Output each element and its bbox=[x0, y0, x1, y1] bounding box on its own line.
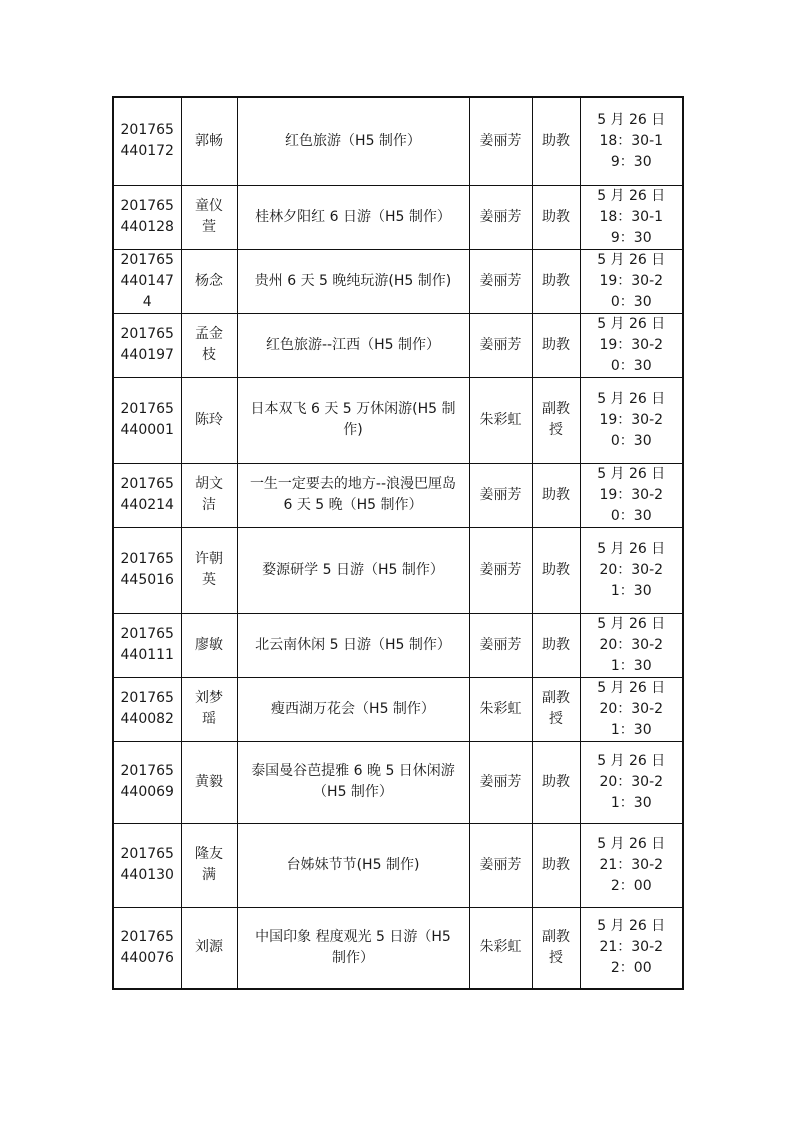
teacher-title-text: 助教 bbox=[542, 636, 570, 653]
student-name-text: 许朝英 bbox=[195, 551, 223, 588]
teacher-text: 姜丽芳 bbox=[479, 636, 522, 653]
student-id-text: 201765440172 bbox=[120, 122, 174, 160]
student-name-text: 郭畅 bbox=[195, 132, 223, 149]
schedule-body bbox=[113, 97, 683, 989]
student-id-text: 2017654401474 bbox=[120, 251, 174, 310]
time-slot-text: 5 月 26 日 19：30-20：30 bbox=[597, 315, 666, 374]
table-row bbox=[113, 527, 683, 613]
teacher-cell bbox=[469, 249, 532, 313]
student-name-cell bbox=[181, 463, 237, 527]
teacher-title-cell bbox=[532, 613, 580, 677]
student-id-cell bbox=[113, 97, 181, 185]
teacher-title-cell bbox=[532, 677, 580, 741]
teacher-cell bbox=[469, 527, 532, 613]
student-name-text: 廖敏 bbox=[195, 636, 223, 653]
student-name-cell bbox=[181, 185, 237, 249]
time-slot-text: 5 月 26 日 21：30-22：00 bbox=[597, 918, 666, 977]
time-slot-text: 5 月 26 日 19：30-20：30 bbox=[597, 390, 666, 449]
time-slot-cell bbox=[580, 313, 683, 377]
student-id-cell bbox=[113, 249, 181, 313]
student-name-cell bbox=[181, 97, 237, 185]
student-id-cell bbox=[113, 741, 181, 823]
time-slot-text: 5 月 26 日 19：30-20：30 bbox=[597, 251, 666, 310]
teacher-title-text: 副教授 bbox=[542, 401, 570, 438]
student-id-cell bbox=[113, 907, 181, 989]
topic-cell bbox=[237, 907, 469, 989]
student-name-cell bbox=[181, 313, 237, 377]
teacher-title-text: 助教 bbox=[542, 561, 570, 578]
time-slot-cell bbox=[580, 677, 683, 741]
student-name-text: 孟金枝 bbox=[195, 326, 223, 363]
table-row bbox=[113, 677, 683, 741]
topic-cell bbox=[237, 97, 469, 185]
student-name-text: 隆友满 bbox=[195, 846, 223, 883]
student-id-cell bbox=[113, 613, 181, 677]
student-name-cell bbox=[181, 377, 237, 463]
teacher-cell bbox=[469, 823, 532, 907]
time-slot-cell bbox=[580, 185, 683, 249]
student-name-text: 陈玲 bbox=[195, 411, 223, 428]
student-name-cell bbox=[181, 613, 237, 677]
student-name-text: 刘梦瑶 bbox=[195, 690, 223, 727]
table-row bbox=[113, 907, 683, 989]
time-slot-cell bbox=[580, 741, 683, 823]
student-name-cell bbox=[181, 741, 237, 823]
table-row bbox=[113, 463, 683, 527]
time-slot-cell bbox=[580, 463, 683, 527]
teacher-cell bbox=[469, 613, 532, 677]
time-slot-text: 5 月 26 日 18：30-19：30 bbox=[597, 111, 666, 170]
teacher-title-text: 助教 bbox=[542, 272, 570, 289]
student-id-text: 201765440069 bbox=[120, 763, 174, 800]
topic-text: 中国印象 程度观光 5 日游（H5 制作） bbox=[255, 928, 451, 966]
student-id-text: 201765440130 bbox=[120, 846, 174, 883]
topic-text: 瘦西湖万花会（H5 制作） bbox=[271, 700, 435, 717]
topic-text: 红色旅游（H5 制作） bbox=[285, 132, 421, 149]
topic-cell bbox=[237, 249, 469, 313]
teacher-text: 朱彩虹 bbox=[479, 939, 522, 956]
time-slot-cell bbox=[580, 377, 683, 463]
teacher-title-cell bbox=[532, 97, 580, 185]
teacher-title-cell bbox=[532, 527, 580, 613]
student-name-cell bbox=[181, 249, 237, 313]
topic-cell bbox=[237, 741, 469, 823]
student-id-text: 201765440111 bbox=[120, 626, 174, 663]
teacher-cell bbox=[469, 907, 532, 989]
student-id-text: 201765440214 bbox=[120, 476, 174, 513]
student-name-text: 黄毅 bbox=[195, 773, 223, 790]
topic-text: 北云南休闲 5 日游（H5 制作） bbox=[255, 636, 451, 653]
teacher-cell bbox=[469, 313, 532, 377]
teacher-cell bbox=[469, 741, 532, 823]
teacher-text: 朱彩虹 bbox=[479, 700, 522, 717]
teacher-title-text: 助教 bbox=[542, 486, 570, 503]
teacher-title-cell bbox=[532, 313, 580, 377]
student-id-cell bbox=[113, 377, 181, 463]
teacher-text: 姜丽芳 bbox=[479, 561, 522, 578]
time-slot-text: 5 月 26 日 19：30-20：30 bbox=[597, 465, 666, 524]
topic-text: 贵州 6 天 5 晚纯玩游(H5 制作) bbox=[254, 272, 452, 289]
table-row bbox=[113, 823, 683, 907]
table-row bbox=[113, 741, 683, 823]
teacher-cell bbox=[469, 185, 532, 249]
table-row bbox=[113, 377, 683, 463]
teacher-title-cell bbox=[532, 907, 580, 989]
schedule-table bbox=[112, 96, 684, 990]
student-id-cell bbox=[113, 823, 181, 907]
time-slot-cell bbox=[580, 97, 683, 185]
student-id-text: 201765440128 bbox=[120, 198, 174, 235]
teacher-title-text: 助教 bbox=[542, 773, 570, 790]
table-row bbox=[113, 185, 683, 249]
topic-text: 红色旅游--江西（H5 制作） bbox=[266, 336, 440, 353]
time-slot-text: 5 月 26 日 18：30-19：30 bbox=[597, 187, 666, 246]
teacher-text: 姜丽芳 bbox=[479, 773, 522, 790]
teacher-cell bbox=[469, 97, 532, 185]
student-name-cell bbox=[181, 527, 237, 613]
topic-cell bbox=[237, 613, 469, 677]
topic-cell bbox=[237, 677, 469, 741]
student-name-cell bbox=[181, 677, 237, 741]
time-slot-text: 5 月 26 日 20：30-21：30 bbox=[597, 679, 666, 738]
teacher-title-text: 副教授 bbox=[542, 690, 570, 727]
student-id-text: 201765440197 bbox=[120, 326, 174, 363]
topic-text: 日本双飞 6 天 5 万休闲游(H5 制作) bbox=[250, 401, 456, 438]
time-slot-cell bbox=[580, 527, 683, 613]
student-id-text: 201765440082 bbox=[120, 690, 174, 727]
student-name-text: 胡文洁 bbox=[195, 476, 223, 513]
topic-cell bbox=[237, 313, 469, 377]
teacher-title-cell bbox=[532, 249, 580, 313]
topic-text: 台姊妹节节(H5 制作) bbox=[286, 856, 420, 873]
teacher-text: 朱彩虹 bbox=[479, 411, 522, 428]
teacher-text: 姜丽芳 bbox=[479, 132, 522, 149]
time-slot-cell bbox=[580, 823, 683, 907]
student-name-text: 童仪萱 bbox=[195, 198, 223, 235]
topic-cell bbox=[237, 463, 469, 527]
student-name-text: 杨念 bbox=[195, 272, 223, 289]
teacher-text: 姜丽芳 bbox=[479, 336, 522, 353]
student-id-cell bbox=[113, 677, 181, 741]
teacher-text: 姜丽芳 bbox=[479, 486, 522, 503]
student-id-text: 201765440076 bbox=[120, 928, 174, 966]
time-slot-text: 5 月 26 日 20：30-21：30 bbox=[597, 752, 666, 811]
student-id-cell bbox=[113, 313, 181, 377]
teacher-cell bbox=[469, 463, 532, 527]
teacher-title-cell bbox=[532, 463, 580, 527]
student-id-cell bbox=[113, 527, 181, 613]
teacher-title-cell bbox=[532, 377, 580, 463]
table-row bbox=[113, 313, 683, 377]
time-slot-text: 5 月 26 日 20：30-21：30 bbox=[597, 540, 666, 599]
student-id-cell bbox=[113, 185, 181, 249]
student-id-text: 201765445016 bbox=[120, 551, 174, 588]
teacher-title-text: 副教授 bbox=[542, 928, 570, 966]
topic-cell bbox=[237, 185, 469, 249]
teacher-text: 姜丽芳 bbox=[479, 208, 522, 225]
topic-text: 一生一定要去的地方--浪漫巴厘岛 6 天 5 晚（H5 制作） bbox=[249, 476, 457, 513]
teacher-title-text: 助教 bbox=[542, 132, 570, 149]
teacher-text: 姜丽芳 bbox=[479, 856, 522, 873]
teacher-cell bbox=[469, 677, 532, 741]
topic-cell bbox=[237, 823, 469, 907]
teacher-title-text: 助教 bbox=[542, 208, 570, 225]
time-slot-cell bbox=[580, 249, 683, 313]
topic-text: 婺源研学 5 日游（H5 制作） bbox=[262, 561, 444, 578]
topic-cell bbox=[237, 377, 469, 463]
time-slot-text: 5 月 26 日 21：30-22：00 bbox=[597, 835, 666, 894]
student-name-cell bbox=[181, 907, 237, 989]
teacher-text: 姜丽芳 bbox=[479, 272, 522, 289]
time-slot-text: 5 月 26 日 20：30-21：30 bbox=[597, 615, 666, 674]
topic-cell bbox=[237, 527, 469, 613]
topic-text: 泰国曼谷芭提雅 6 晚 5 日休闲游（H5 制作） bbox=[251, 763, 455, 800]
time-slot-cell bbox=[580, 907, 683, 989]
teacher-title-text: 助教 bbox=[542, 336, 570, 353]
teacher-title-cell bbox=[532, 823, 580, 907]
table-row bbox=[113, 613, 683, 677]
student-id-text: 201765440001 bbox=[120, 401, 174, 438]
teacher-title-cell bbox=[532, 185, 580, 249]
student-name-text: 刘源 bbox=[195, 939, 223, 956]
student-name-cell bbox=[181, 823, 237, 907]
teacher-title-cell bbox=[532, 741, 580, 823]
time-slot-cell bbox=[580, 613, 683, 677]
teacher-cell bbox=[469, 377, 532, 463]
table-row bbox=[113, 249, 683, 313]
student-id-cell bbox=[113, 463, 181, 527]
table-row bbox=[113, 97, 683, 185]
topic-text: 桂林夕阳红 6 日游（H5 制作） bbox=[255, 208, 451, 225]
teacher-title-text: 助教 bbox=[542, 856, 570, 873]
